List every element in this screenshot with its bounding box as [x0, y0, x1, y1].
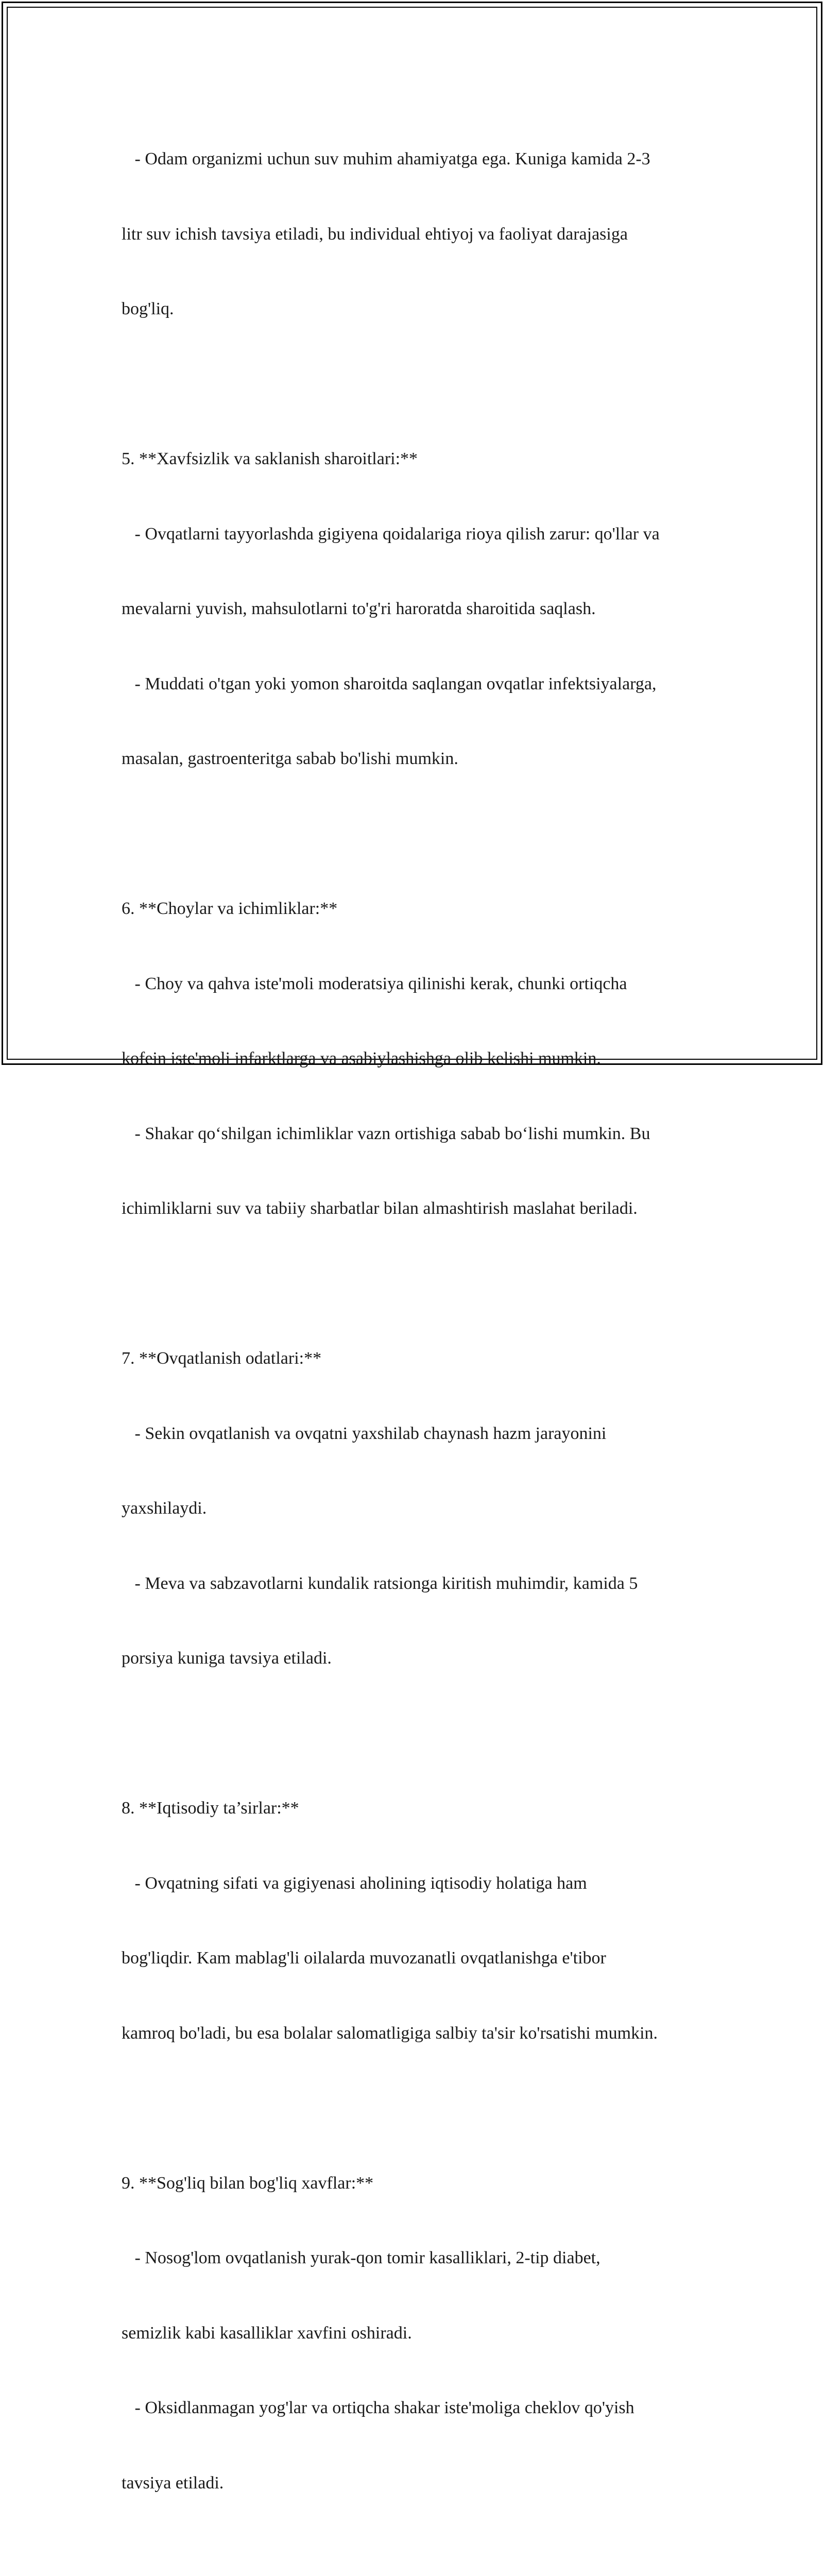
text-line: - Nosog'lom ovqatlanish yurak-qon tomir kasalliklari, 2-tip diabet,: [122, 2248, 600, 2267]
document-body: [122, 97, 719, 2576]
text-line: ichimliklarni suv va tabiiy sharbatlar bilan almashtirish maslahat beriladi.: [122, 1199, 638, 1218]
blank-line: [122, 372, 719, 397]
text-line: bog'liqdir. Kam mablag'li oilalarda muvozanatli ovqatlanishga e'tibor: [122, 1948, 606, 1968]
text-line: - Shakar qo‘shilgan ichimliklar vazn ortishiga sabab bo‘lishi mumkin. Bu: [122, 1124, 650, 1143]
blank-line: [122, 2096, 719, 2121]
section-heading-9: 9. **Sog'liq bilan bog'liq xavflar:**: [122, 2173, 374, 2193]
text-line: - Ovqatlarni tayyorlashda gigiyena qoidalariga rioya qilish zarur: qo'llar va: [122, 524, 660, 544]
section-heading-7: 7. **Ovqatlanish odatlari:**: [122, 1349, 322, 1368]
blank-line: [122, 1272, 719, 1297]
text-line: porsiya kuniga tavsiya etiladi.: [122, 1649, 332, 1668]
section-heading-8: 8. **Iqtisodiy ta’sirlar:**: [122, 1799, 299, 1818]
section-heading-5: 5. **Xavfsizlik va saklanish sharoitlari:**: [122, 449, 418, 468]
text-line: - Choy va qahva iste'moli moderatsiya qilinishi kerak, chunki ortiqcha: [122, 974, 627, 993]
text-line: - Oksidlanmagan yog'lar va ortiqcha shakar iste'moliga cheklov qo'yish: [122, 2398, 634, 2417]
text-line: - Odam organizmi uchun suv muhim ahamiyatga ega. Kuniga kamida 2-3: [122, 149, 650, 168]
text-line: semizlik kabi kasalliklar xavfini oshiradi.: [122, 2323, 412, 2343]
blank-line: [122, 2546, 719, 2571]
text-line: - Meva va sabzavotlarni kundalik ratsionga kiritish muhimdir, kamida 5: [122, 1573, 638, 1593]
text-line: bog'liq.: [122, 299, 174, 318]
text-line: kamroq bo'ladi, bu esa bolalar salomatligiga salbiy ta'sir ko'rsatishi mumkin.: [122, 2023, 658, 2043]
text-line: yaxshilaydi.: [122, 1499, 207, 1518]
blank-line: [122, 1721, 719, 1747]
text-line: litr suv ichish tavsiya etiladi, bu individual ehtiyoj va faoliyat darajasiga: [122, 224, 628, 244]
section-heading-6: 6. **Choylar va ichimliklar:**: [122, 899, 338, 918]
text-line: mevalarni yuvish, mahsulotlarni to'g'ri haroratda sharoitida saqlash.: [122, 599, 596, 618]
text-line: tavsiya etiladi.: [122, 2473, 224, 2493]
text-line: - Sekin ovqatlanish va ovqatni yaxshilab chaynash hazm jarayonini: [122, 1423, 607, 1443]
text-line: kofein iste'moli infarktlarga va asabiylashishga olib kelishi mumkin.: [122, 1049, 601, 1068]
text-line: - Muddati o'tgan yoki yomon sharoitda saqlangan ovqatlar infektsiyalarga,: [122, 674, 657, 693]
text-line: masalan, gastroenteritga sabab bo'lishi mumkin.: [122, 749, 458, 768]
text-line: - Ovqatning sifati va gigiyenasi aholining iqtisodiy holatiga ham: [122, 1873, 587, 1893]
blank-line: [122, 822, 719, 847]
